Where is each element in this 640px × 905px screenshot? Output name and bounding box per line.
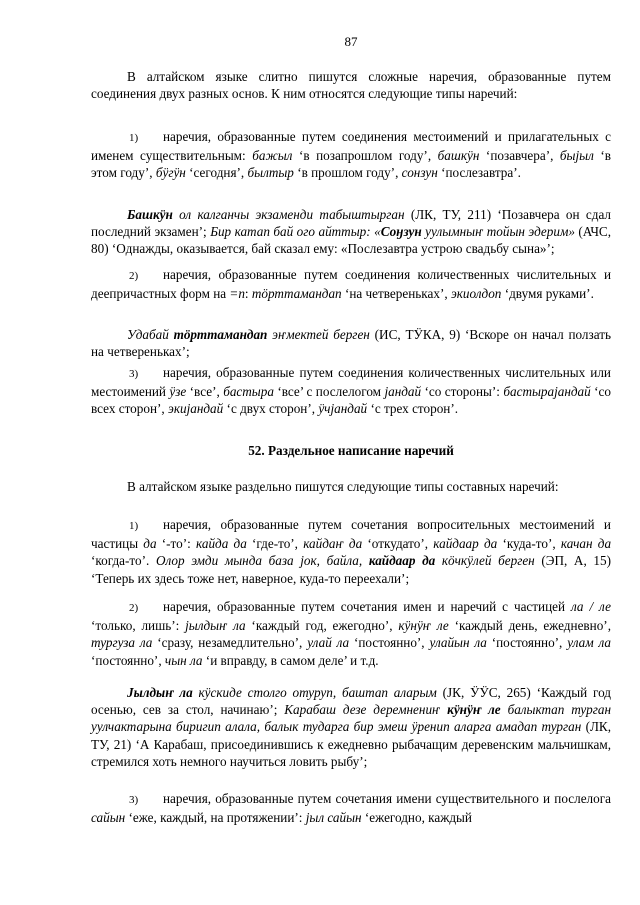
list-item-3: 3) наречия, образованные путем соединения количественных числительных или местоимений ӱзе ‘все’, бастыра ‘все’ с послелогом јандай ‘со стороны’: бастыраjандай ‘со всех сторон’, экијандай ‘с двух сторон’, ӱчјандай ‘с трех сторон’. (91, 365, 611, 417)
list-number: 3) (129, 368, 139, 380)
example-1: Башкӱн ол калганчы экзаменди табыштырган (ЛК, ТУ, 211) ‘Позавчера он сдал последний экзамен’; Бир катап бай ого айттыр: «Соӈзун уулымныҥ тойын эдерим» (АЧС, 80) ‘Однажды, оказывается, бай сказал ему: «Послезавтра устрою свадьбу сына»’; (91, 207, 611, 257)
list-item-1: 1) наречия, образованные путем соединения местоимений и прилагательных с именем существительным: бажыл ‘в позапрошлом году’, башкӱн ‘позавчера’, быјыл ‘в этом году’, бӱгӱн ‘сегодня’, былтыр ‘в прошлом году’, сонзун ‘послезавтра’. (91, 129, 611, 181)
intro-text: В алтайском языке слитно пишутся сложные наречия, образованные путем соединения двух разных основ. К ним относятся следующие типы наречий: (91, 69, 611, 102)
example-2: Удабай тӧрттамандап эҥмектей берген (ИС, ТӰКА, 9) ‘Вскоре он начал ползать на четвереньках’; (91, 327, 611, 360)
page-number: 87 (344, 34, 358, 49)
list-number: 2) (129, 270, 139, 282)
list-number: 2) (129, 602, 139, 614)
list-item-4: 1) наречия, образованные путем сочетания вопросительных местоимений и частицы да ‘-то’: кайда да ‘где-то’, кайдаҥ да ‘откудато’, кайдаар да ‘куда-то’, качан да ‘когда-то’. Олор эмди мында база јок, байла, кайдаар да кӧчкӱлей берген (ЭП, А, 15) ‘Теперь их здесь тоже нет, наверное, куда-то переехали’; (91, 517, 612, 586)
intro-text: В алтайском языке раздельно пишутся следующие типы составных наречий: (127, 479, 559, 494)
list-item-5: 2) наречия, образованные путем сочетания имен и наречий с частицей ла / ле ‘только, лишь’: јылдыҥ ла ‘каждый год, ежегодно’, кӱнӱҥ ле ‘каждый день, ежедневно’, тургуза ла ‘сразу, незамедлительно’, улай ла ‘постоянно’, улайын ла ‘постоянно’, улам ла ‘постоянно’, чын ла ‘и вправду, в самом деле’ и т.д. (91, 599, 611, 668)
example-3: Јылдыҥ ла кӱскиде столго отуруп, баштап аларым (ЈК, ӰӰС, 265) ‘Каждый год осенью, сев за стол, начинаю’; Карабаш дезе деремнениҥ кӱнӱҥ ле балыктап турган уулчактарына биригип алала, балык тударга бир эмеш ӱренип аларга амадап турган (ЛК, ТУ, 21) ‘А Карабаш, присоединившись к ежедневно рыбачащим деревенским мальчишкам, стремился хоть немного научиться ловить рыбу’; (91, 685, 611, 769)
list-number: 1) (129, 132, 139, 144)
list-item-2: 2) наречия, образованные путем соединения количественных числительных и деепричастных форм на =п: тӧрттамандап ‘на четвереньках’, экиолдоп ‘двумя руками’. (91, 267, 611, 302)
paragraph-intro-separate (91, 478, 611, 495)
section-heading: 52. Раздельное написание наречий (248, 443, 454, 458)
list-item-6: 3) наречия, образованные путем сочетания имени существительного и послелога сайын ‘еже, каждый, на протяжении’: јыл сайын ‘ежегодно, каждый (91, 791, 611, 826)
list-number: 1) (129, 520, 139, 532)
list-number: 3) (129, 794, 139, 806)
paragraph-intro-compound (91, 68, 611, 102)
